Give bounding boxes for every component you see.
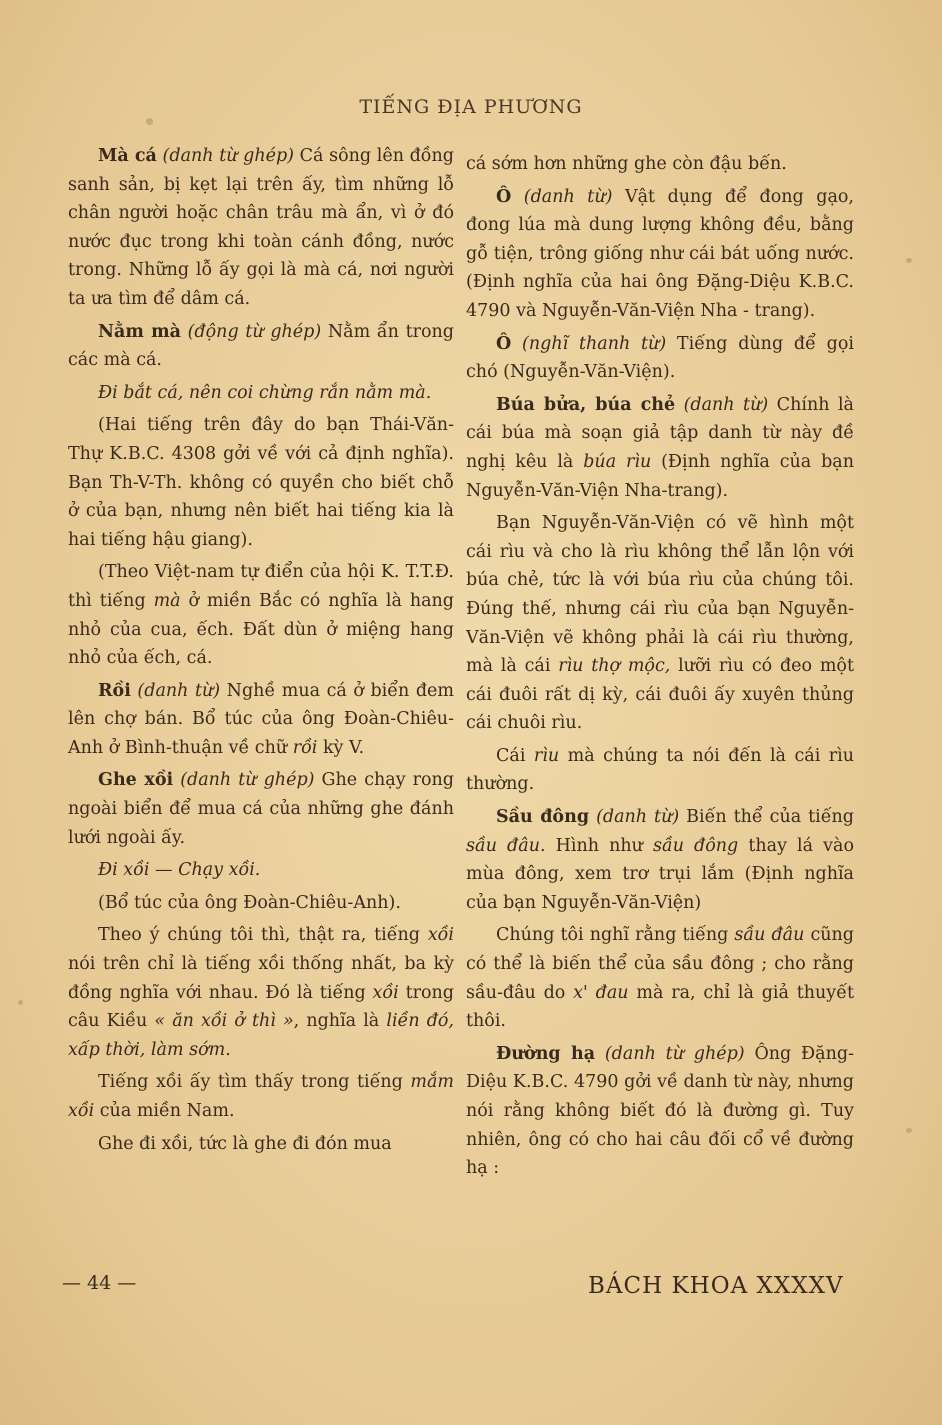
text-run: Chúng tôi nghĩ rằng tiếng xyxy=(496,925,735,946)
paragraph xyxy=(466,742,854,799)
entry-gloss: (danh từ ghép) xyxy=(604,1043,745,1064)
entry-text: Nằm ẩn trong các mà cá. xyxy=(68,321,454,371)
entry-text: Chính là cái búa mà soạn giả tập danh từ này đề nghị kêu là xyxy=(466,394,854,472)
text-run: Hình như xyxy=(545,835,653,856)
paper-spot xyxy=(146,118,153,125)
entry-gloss: (danh từ ghép) xyxy=(180,770,315,791)
page-number: — 44 — xyxy=(62,1272,137,1294)
entry-gloss: (danh từ) xyxy=(523,186,613,207)
text-run: Cái xyxy=(496,745,534,766)
journal-title: BÁCH KHOA XXXXV xyxy=(588,1273,844,1299)
entry-gloss: (danh từ) xyxy=(137,680,221,701)
entry-nam-ma xyxy=(68,318,454,375)
example-sentence: Đi xồi — Chạy xồi. xyxy=(98,860,261,881)
text-run: của miền Nam. xyxy=(94,1101,235,1121)
paper-spot xyxy=(18,1000,23,1005)
entry-gloss: (nghĩ thanh từ) xyxy=(522,333,667,354)
entry-term: Sầu đông xyxy=(496,807,590,828)
text-run: cũng có thể là biến thể của sầu đông ; cho rằng sầu-đâu do xyxy=(466,925,855,1003)
entry-term: Ghe xồi xyxy=(98,770,174,791)
entry-gloss: (danh từ) xyxy=(683,394,769,415)
italic-run: mắm xồi xyxy=(68,1072,454,1121)
entry-term: Nằm mà xyxy=(98,321,181,342)
entry-sau-dong xyxy=(466,803,854,917)
italic-run: sầu đông xyxy=(652,835,739,856)
text-run: Bạn Nguyễn-Văn-Viện có vẽ hình một cái rìu và cho là rìu không thể lẫn lộn với búa chẻ, tức là với búa rìu của chúng tôi. Đúng thế, nhưng cái rìu của bạn Nguyễn-Văn-Viện vẽ không phải là cái rìu thường, mà là cái xyxy=(466,513,854,677)
entry-roi xyxy=(68,677,454,763)
paragraph xyxy=(68,921,454,1064)
text-run: mà ra, chỉ là giả thuyết thôi. xyxy=(466,982,854,1032)
right-column xyxy=(466,150,854,1187)
paragraph xyxy=(68,558,454,672)
entry-term: Ô xyxy=(496,186,512,207)
entry-o-onomatopoeia xyxy=(466,330,854,387)
entry-o-noun xyxy=(466,183,854,326)
entry-term: Ô xyxy=(496,333,512,354)
italic-run: xồi xyxy=(427,925,454,946)
paper-spot xyxy=(906,1128,912,1133)
italic-run: xồi xyxy=(372,982,399,1003)
italic-run: rồi xyxy=(292,737,318,758)
text-run: mà chúng ta nói đến là cái rìu thường. xyxy=(466,745,854,795)
entry-text: Biến thể của tiếng xyxy=(679,807,854,828)
paragraph: (Bổ túc của ông Đoàn-Chiêu-Anh). xyxy=(98,892,401,913)
paragraph xyxy=(466,509,854,738)
text-run: ở miền Bắc có nghĩa là hang nhỏ của cua, ếch. Đất dùn ở miệng hang nhỏ của ếch, cá. xyxy=(68,590,454,669)
entry-text: Tiếng dùng để gọi chó (Nguyễn-Văn-Viện). xyxy=(466,333,854,383)
paper-spot xyxy=(906,258,912,263)
running-head: TIẾNG ĐỊA PHƯƠNG xyxy=(359,96,583,118)
entry-term: Rồi xyxy=(98,680,131,701)
italic-run: x' đau xyxy=(573,982,629,1003)
italic-run: rìu thợ mộc, xyxy=(558,656,671,677)
entry-term: Đường hạ xyxy=(496,1043,596,1064)
entry-text: Cá sông lên đồng sanh sản, bị kẹt lại trên ấy, tìm những lỗ chân người hoặc chân trâu mà ẩn, vì ở đó nước đục trong khi toàn cánh đồng, nước trong. Những lỗ ấy gọi là mà cá, nơi người ta ưa tìm để dâm cá. xyxy=(68,146,454,309)
paragraph-continued: cá sớm hơn những ghe còn đậu bến. xyxy=(466,154,787,174)
text-run: trong câu Kiều xyxy=(68,982,454,1032)
entry-ghe-xoi xyxy=(68,766,454,852)
paragraph xyxy=(466,921,854,1035)
entry-text: Ông Đặng-Diệu K.B.C. 4790 gởi về danh từ này, nhưng nói rằng không biết đó là đường gì. Tuy nhiên, ông có cho hai câu đối cổ về đường hạ : xyxy=(466,1043,855,1179)
entry-term: Mà cá xyxy=(98,146,157,166)
italic-run: rìu xyxy=(533,745,560,766)
text-run: Theo ý chúng tôi thì, thật ra, tiếng xyxy=(98,925,428,946)
entry-duong-ha xyxy=(466,1040,854,1183)
entry-term: Búa bửa, búa chẻ xyxy=(496,394,676,415)
paragraph: Ghe đi xồi, tức là ghe đi đón mua xyxy=(98,1133,392,1154)
text-run: (Định nghĩa của bạn Nguyễn-Văn-Viện Nha-trang). xyxy=(466,451,854,501)
entry-gloss: (động từ ghép) xyxy=(187,321,322,342)
text-run: (Theo Việt-nam tự điển của hội K. T.T.Đ. thì tiếng xyxy=(68,562,454,611)
entry-ma-ca xyxy=(68,142,454,314)
italic-run: sầu đâu xyxy=(734,925,805,946)
italic-run: búa rìu xyxy=(583,451,652,472)
paragraph xyxy=(68,1068,454,1125)
text-run: kỳ V. xyxy=(317,737,365,758)
italic-run: sầu đâu. xyxy=(466,835,546,856)
italic-run: mà xyxy=(153,590,181,611)
entry-gloss: (danh từ) xyxy=(596,807,680,828)
text-run: thay lá vào mùa đông, xem trơ trụi lắm (Định nghĩa của bạn Nguyễn-Văn-Viện) xyxy=(466,835,854,913)
text-run: Tiếng xồi ấy tìm thấy trong tiếng xyxy=(98,1072,411,1093)
entry-bua-bua xyxy=(466,391,854,505)
italic-run: « ăn xồi ở thì » xyxy=(154,1011,294,1032)
left-column xyxy=(68,142,454,1162)
entry-text: Ghe chạy rong ngoài biển để mua cá của những ghe đánh lưới ngoài ấy. xyxy=(68,770,455,848)
entry-gloss: (danh từ ghép) xyxy=(162,146,294,166)
italic-run: liền đó, xấp thời, làm sớm. xyxy=(68,1011,454,1060)
example-sentence: Đi bắt cá, nên coi chừng rắn nằm mà. xyxy=(98,382,432,403)
entry-text: Nghề mua cá ở biển đem lên chợ bán. Bổ túc của ông Đoàn-Chiêu-Anh ở Bình-thuận về chữ xyxy=(68,680,454,758)
paragraph: (Hai tiếng trên đây do bạn Thái-Văn-Thự K.B.C. 4308 gởi về với cả định nghĩa). Bạn Th-V-Th. không có quyền cho biết chỗ ở của bạn, nhưng nên biết hai tiếng kia là hai tiếng hậu giang). xyxy=(68,415,454,550)
text-run: nói trên chỉ là tiếng xồi thống nhất, ba kỳ đồng nghĩa với nhau. Đó là tiếng xyxy=(68,954,454,1003)
text-run: lưỡi rìu có đeo một cái đuôi rất dị kỳ, cái đuôi ấy xuyên thủng cái chuôi rìu. xyxy=(466,656,854,734)
entry-text: Vật dụng để đong gạo, đong lúa mà dung lượng không đều, bằng gỗ tiện, trông giống như cái bát uống nước. (Định nghĩa của hai ông Đặng-Diệu K.B.C. 4790 và Nguyễn-Văn-Viện Nha - trang). xyxy=(466,186,854,321)
text-run: , nghĩa là xyxy=(293,1011,387,1032)
